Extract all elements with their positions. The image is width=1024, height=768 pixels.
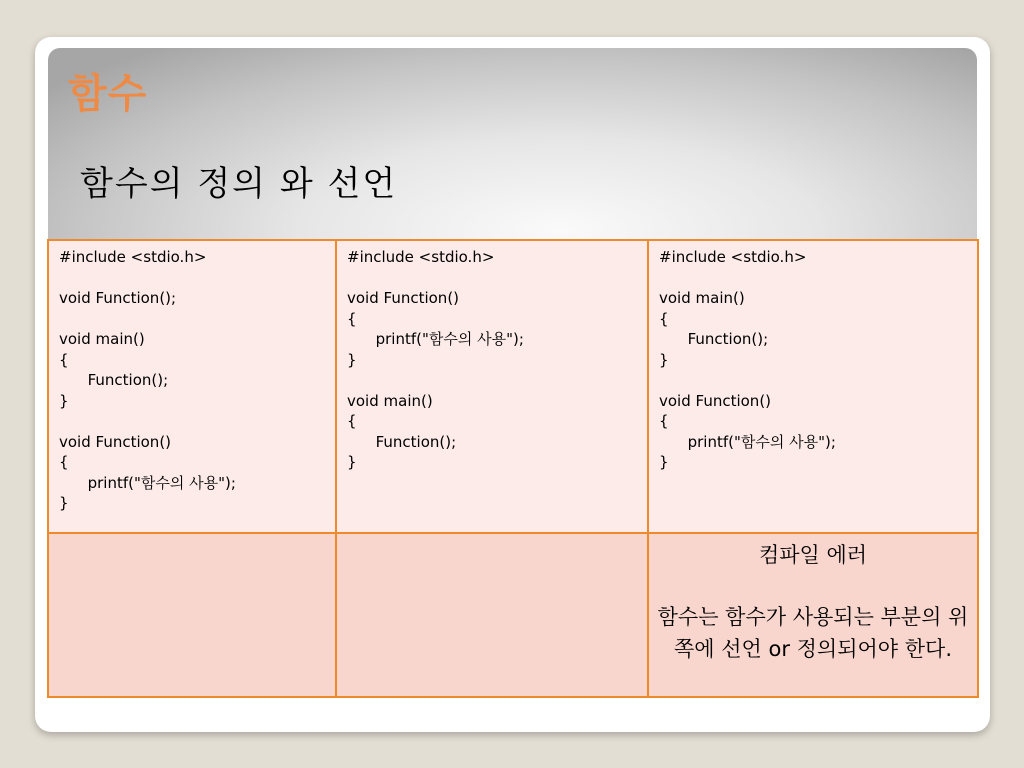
compile-error-explanation: 함수는 함수가 사용되는 부분의 위쪽에 선언 or 정의되어야 한다.: [657, 605, 969, 661]
slide-title: 함수: [68, 71, 148, 117]
code-block-2: #include <stdio.h> void Function() { printf("함수의 사용"); } void main() { Function(); }: [347, 248, 524, 471]
note-row: [48, 533, 978, 697]
note-cell-1: [48, 533, 336, 697]
code-cell-3: [648, 240, 978, 533]
note-text-2: [337, 534, 647, 539]
compile-error-title: 컴파일 에러: [758, 543, 868, 567]
code-cell-1: [48, 240, 336, 533]
note-cell-2: [336, 533, 648, 697]
title-band: [48, 48, 977, 240]
code-block-1: #include <stdio.h> void Function(); void main() { Function(); } void Function() { printf("함수의 사용"); }: [59, 248, 236, 512]
code-comparison-table: [47, 239, 979, 698]
slide-subtitle: 함수의 정의 와 선언: [80, 164, 398, 204]
note-text-3: [649, 534, 977, 665]
code-cell-2: [336, 240, 648, 533]
code-block-3: #include <stdio.h> void main() { Function(); } void Function() { printf("함수의 사용"); }: [659, 248, 836, 471]
note-text-1: [49, 534, 335, 539]
note-cell-3: [648, 533, 978, 697]
code-row: [48, 240, 978, 533]
